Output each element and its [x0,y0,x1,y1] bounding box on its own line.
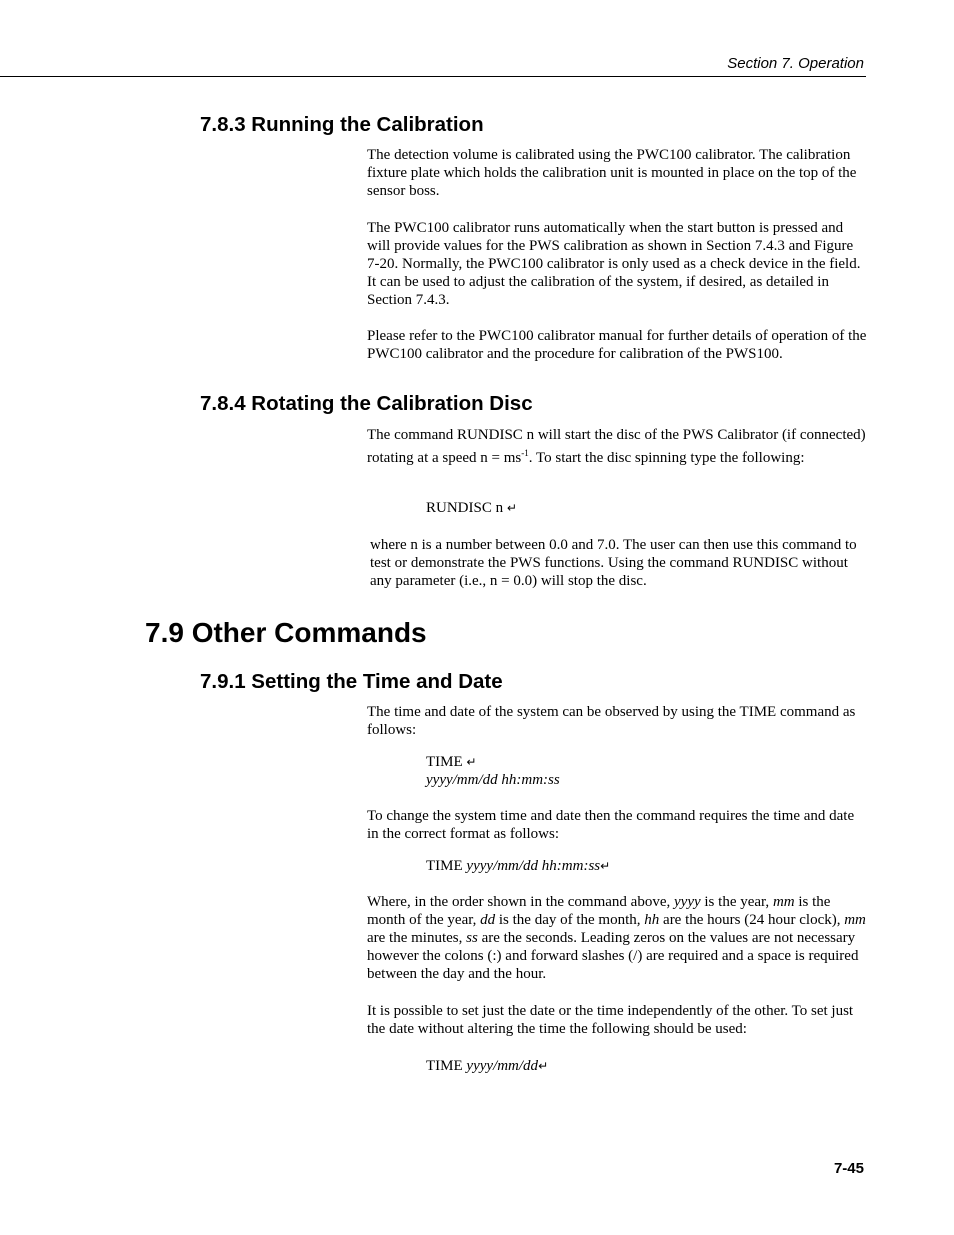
heading-7-8-3: 7.8.3 Running the Calibration [200,113,484,136]
header-rule [0,76,866,77]
heading-7-9: 7.9 Other Commands [145,617,427,648]
command-line: RUNDISC n ↵ [426,500,517,516]
command-output: yyyy/mm/dd hh:mm:ss [426,772,560,788]
heading-7-9-1: 7.9.1 Setting the Time and Date [200,670,503,693]
command-line: TIME ↵ [426,754,477,770]
paragraph: It is possible to set just the date or the time independently of the other. To set just the date without altering the time the following should be used: [367,1003,854,1037]
page-number: 7-45 [833,1160,864,1177]
header-section-label: Section 7. Operation [727,55,864,72]
enter-key-icon: ↵ [506,501,517,515]
paragraph: To change the system time and date then the command requires the time and date in the correct format as follows: [367,808,855,842]
paragraph: Where, in the order shown in the command above, yyyy is the year, mm is the month of the year, dd is the day of the month, hh are the hours (24 hour clock), mm are the minutes, ss are the seconds. Leading zeros on the values are not necessary however the colons (:) and forward slashes (/) are required and a space is required between the day and the hour. [367,894,866,982]
enter-key-icon: ↵ [466,755,477,769]
heading-7-8-4: 7.8.4 Rotating the Calibration Disc [200,392,533,415]
paragraph: The command RUNDISC n will start the disc of the PWS Calibrator (if connected) rotating at a speed $n = ms^{-1}$. To start the disc spinning type the following: [367,427,866,466]
paragraph: The PWC100 calibrator runs automatically when the start button is pressed and will provide values for the PWS calibration as shown in Section 7.4.3 and Figure 7-20. Normally, the PWC100 calibrator is only used as a check device in the field. It can be used to adjust the calibration of the system, if desired, as detailed in Section 7.4.3. [367,220,861,308]
paragraph: The time and date of the system can be observed by using the TIME command as follows: [367,704,856,738]
command-line: TIME yyyy/mm/dd↵ [426,1058,549,1074]
enter-key-icon: ↵ [538,1059,549,1073]
enter-key-icon: ↵ [600,859,611,873]
paragraph: Please refer to the PWC100 calibrator manual for further details of operation of the PWC100 calibrator and the procedure for calibration of the PWS100. [367,328,867,362]
paragraph: The detection volume is calibrated using the PWC100 calibrator. The calibration fixture plate which holds the calibration unit is mounted in place on the top of the sensor boss. [367,147,857,199]
paragraph: where n is a number between 0.0 and 7.0. The user can then use this command to test or demonstrate the PWS functions. Using the command RUNDISC without any parameter (i.e., n = 0.0) will stop the disc. [370,537,857,589]
command-line: TIME yyyy/mm/dd hh:mm:ss↵ [426,858,611,874]
